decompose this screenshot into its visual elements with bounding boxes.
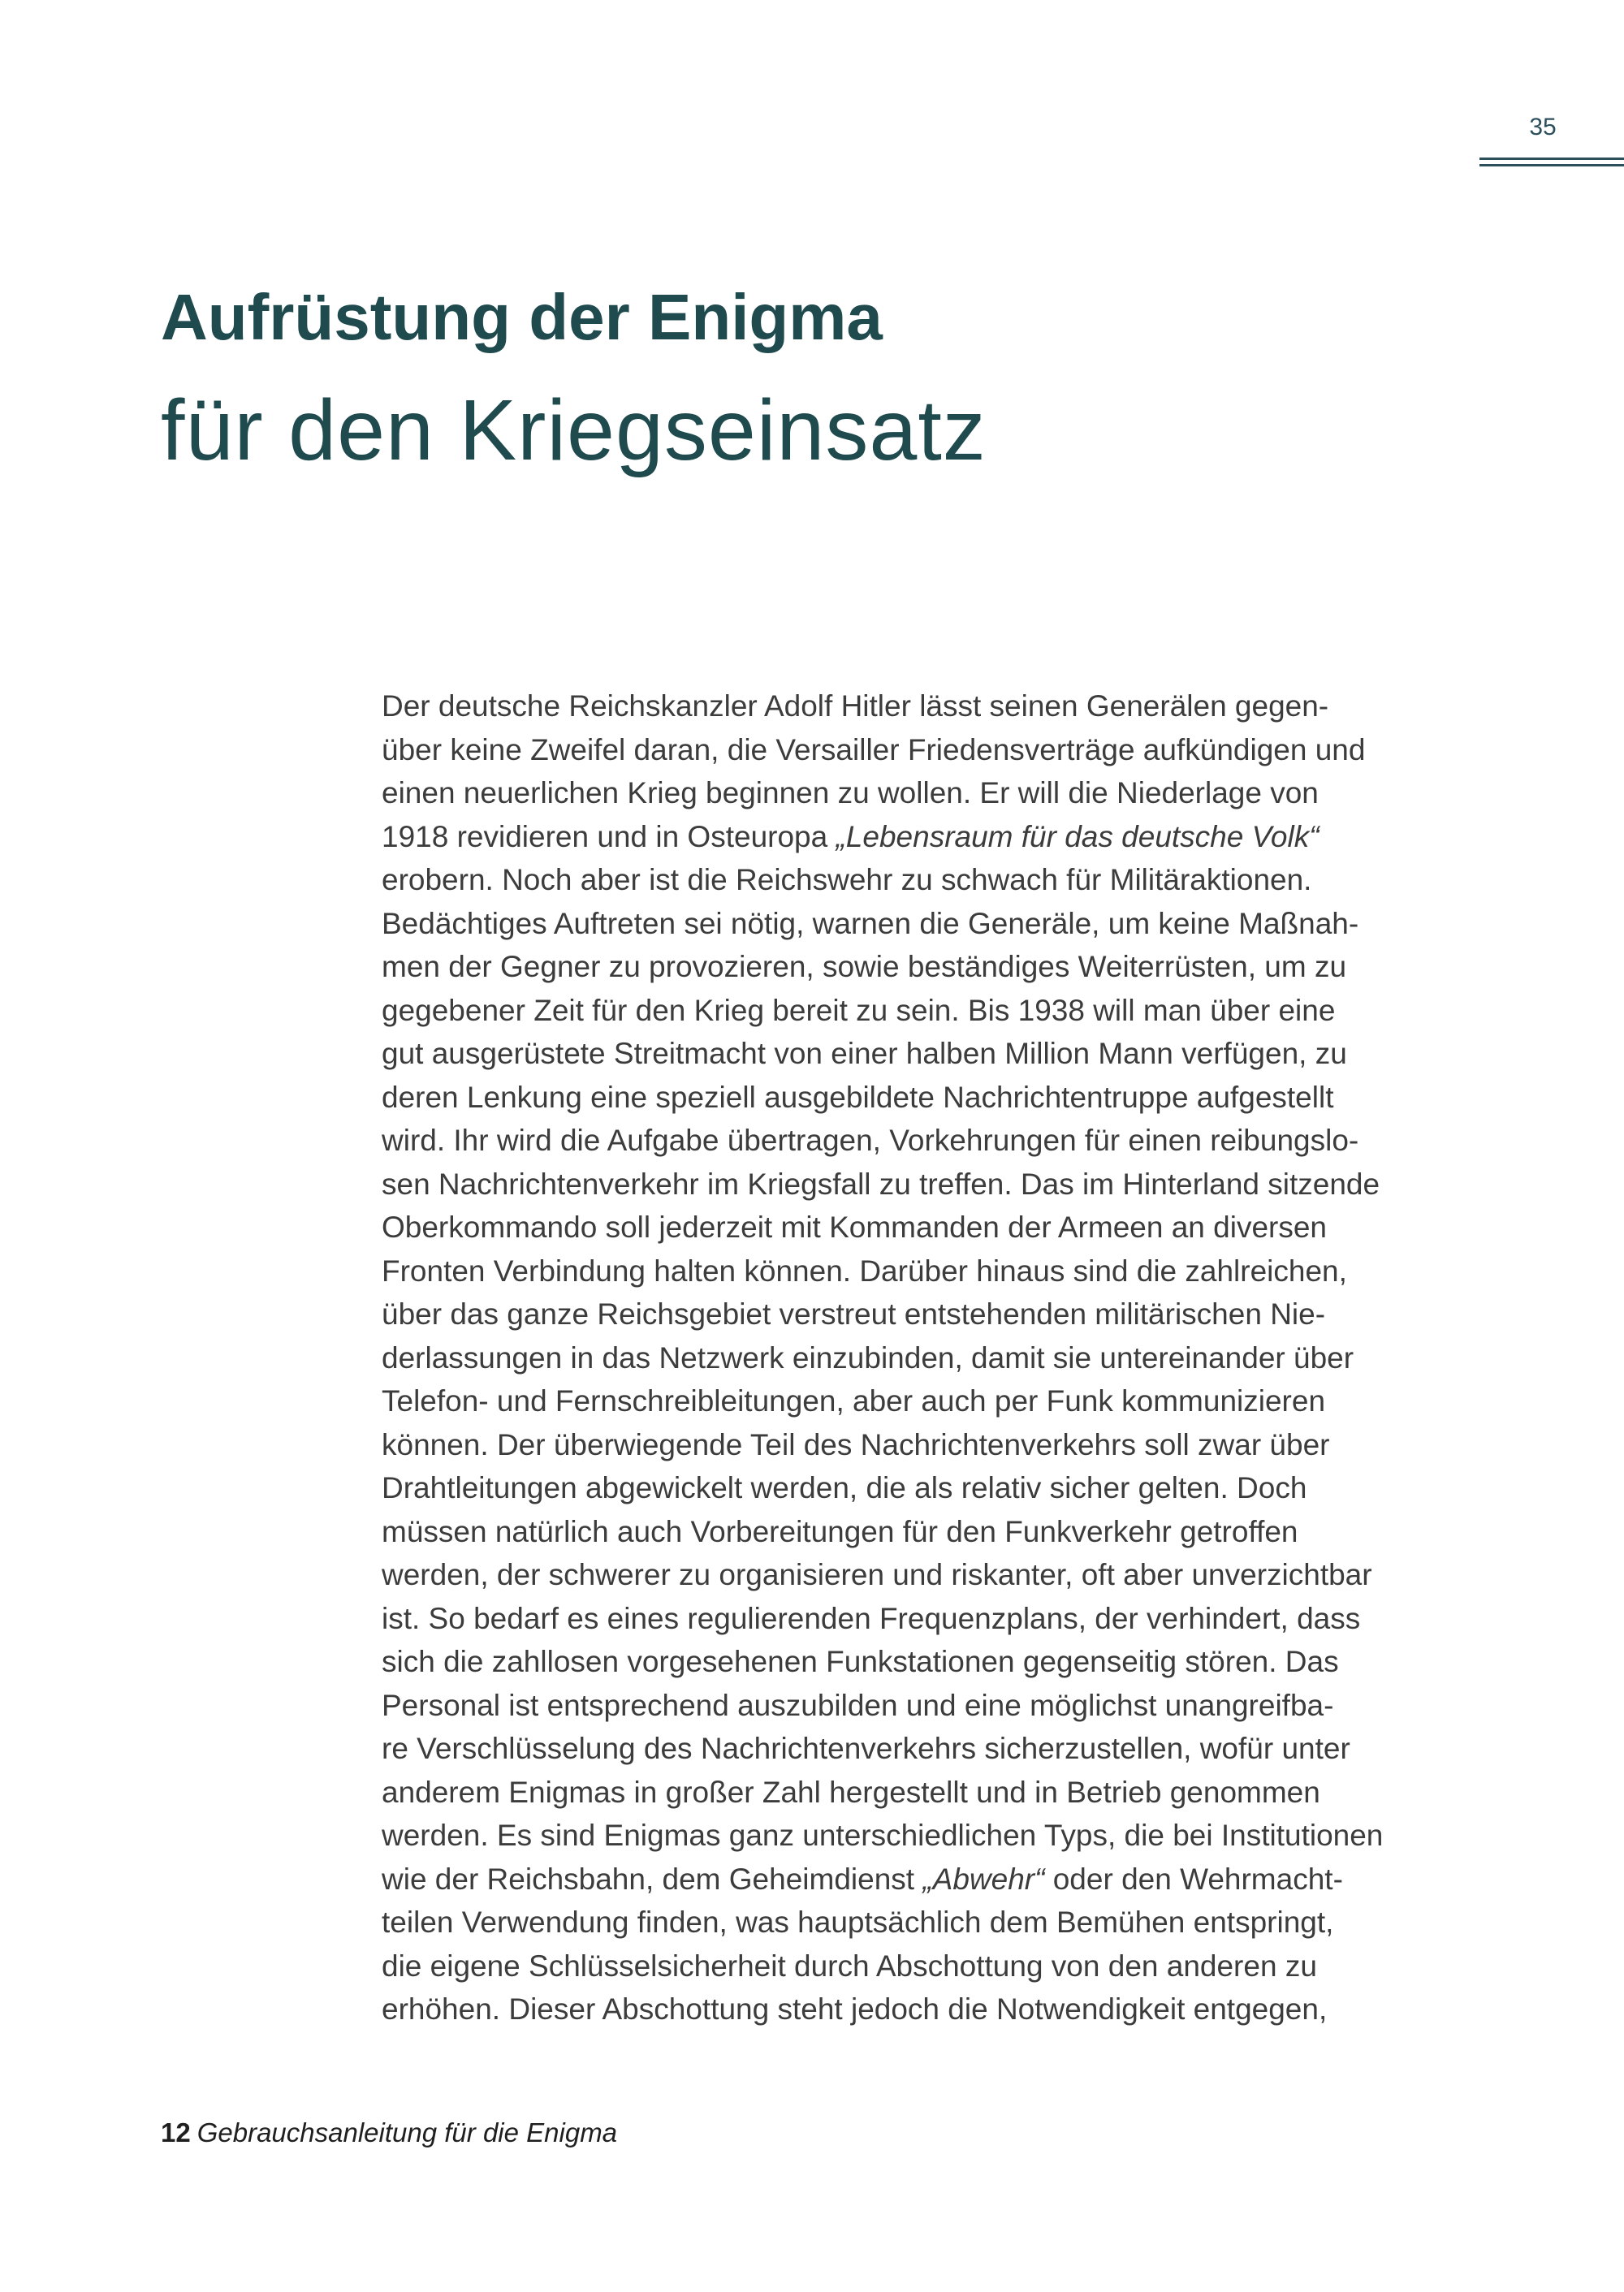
body-line (382, 1076, 1470, 1120)
body-line-text: wird. Ihr wird die Aufgabe übertragen, Vorkehrungen für einen reibungslo- (382, 1124, 1359, 1157)
body-line-text: müssen natürlich auch Vorbereitungen für den Funkverkehr getroffen (382, 1514, 1298, 1548)
body-line-text: gegebener Zeit für den Krieg bereit zu sein. Bis 1938 will man über eine (382, 993, 1336, 1027)
body-line (382, 1901, 1470, 1945)
body-line (382, 1597, 1470, 1641)
body-line-text: sich die zahllosen vorgesehenen Funkstationen gegenseitig stören. Das (382, 1645, 1339, 1678)
body-line (382, 1032, 1470, 1076)
page-number: 35 (1529, 114, 1557, 140)
body-line (382, 902, 1470, 946)
body-line (382, 1336, 1470, 1380)
body-line-text: re Verschlüsselung des Nachrichtenverkehrs sicherzustellen, wofür unter (382, 1732, 1350, 1765)
body-line-text: teilen Verwendung finden, was hauptsächlich dem Bemühen entspringt, (382, 1906, 1334, 1939)
body-line-emphasis: „Lebensraum für das deutsche Volk“ (836, 819, 1320, 853)
body-line (382, 1423, 1470, 1467)
body-line (382, 728, 1470, 772)
body-line-text: wie der Reichsbahn, dem Geheimdienst (382, 1862, 923, 1896)
chapter-title-bold: Aufrüstung der Enigma (161, 281, 883, 353)
body-line (382, 1684, 1470, 1728)
page-number-rule-top (1479, 158, 1624, 160)
body-text (382, 684, 1470, 2031)
body-line (382, 1293, 1470, 1336)
body-line (382, 1119, 1470, 1163)
body-line (382, 989, 1470, 1033)
body-line-text: ist. So bedarf es eines regulierenden Frequenzplans, der verhindert, dass (382, 1601, 1361, 1635)
body-line (382, 1814, 1470, 1858)
body-line (382, 771, 1470, 815)
body-line-text: deren Lenkung eine speziell ausgebildete Nachrichtentruppe aufgestellt (382, 1080, 1334, 1114)
footer-page-number: 12 (161, 2117, 191, 2147)
body-line-text: über keine Zweifel daran, die Versailler Friedensverträge aufkündigen und (382, 732, 1366, 766)
body-line (382, 815, 1470, 859)
body-line-text: sen Nachrichtenverkehr im Kriegsfall zu treffen. Das im Hinterland sitzende (382, 1167, 1380, 1201)
body-line (382, 1553, 1470, 1597)
body-line (382, 1466, 1470, 1510)
body-line-text: men der Gegner zu provozieren, sowie beständiges Weiterrüsten, um zu (382, 950, 1347, 983)
body-line (382, 1727, 1470, 1771)
body-line-text: erhöhen. Dieser Abschottung steht jedoch die Notwendigkeit entgegen, (382, 1992, 1328, 2026)
body-line-text: Oberkommando soll jederzeit mit Kommanden der Armeen an diversen (382, 1211, 1328, 1244)
body-line (382, 1771, 1470, 1815)
body-line-text: werden. Es sind Enigmas ganz unterschiedlichen Typs, die bei Institutionen (382, 1819, 1384, 1852)
page-number-rule-bottom (1479, 164, 1624, 166)
body-line-text: werden, der schwerer zu organisieren und riskanter, oft aber unverzichtbar (382, 1558, 1372, 1591)
body-line (382, 1206, 1470, 1250)
body-line-text: Bedächtiges Auftreten sei nötig, warnen die Generäle, um keine Maßnah- (382, 906, 1359, 940)
body-line-text-after: oder den Wehrmacht- (1044, 1862, 1343, 1896)
body-line-text: Drahtleitungen abgewickelt werden, die als relativ sicher gelten. Doch (382, 1471, 1307, 1504)
body-line (382, 1379, 1470, 1423)
body-line (382, 1510, 1470, 1554)
body-line-text: derlassungen in das Netzwerk einzubinden, damit sie untereinander über (382, 1340, 1354, 1375)
body-line-text: 1918 revidieren und in Osteuropa (382, 819, 836, 853)
body-line (382, 1640, 1470, 1684)
footer-book-title: Gebrauchsanleitung für die Enigma (197, 2117, 618, 2147)
body-line-text: können. Der überwiegende Teil des Nachrichtenverkehrs soll zwar über (382, 1427, 1330, 1461)
body-line-text: über das ganze Reichsgebiet verstreut entstehenden militärischen Nie- (382, 1297, 1326, 1331)
body-line-text: Fronten Verbindung halten können. Darüber hinaus sind die zahlreichen, (382, 1254, 1347, 1288)
body-line (382, 858, 1470, 902)
body-line (382, 1163, 1470, 1206)
body-line-text: einen neuerlichen Krieg beginnen zu wollen. Er will die Niederlage von (382, 776, 1319, 809)
body-line-text: Telefon- und Fernschreibleitungen, aber auch per Funk kommunizieren (382, 1384, 1326, 1418)
body-line-text: gut ausgerüstete Streitmacht von einer halben Million Mann verfügen, zu (382, 1037, 1347, 1070)
body-line (382, 945, 1470, 989)
body-line-text: anderem Enigmas in großer Zahl hergestellt und in Betrieb genommen (382, 1775, 1320, 1809)
body-line-emphasis: „Abwehr“ (922, 1862, 1045, 1896)
body-line-text: die eigene Schlüsselsicherheit durch Abschottung von den anderen zu (382, 1949, 1317, 1983)
body-line-text: Personal ist entsprechend auszubilden und eine möglichst unangreifba- (382, 1688, 1334, 1722)
body-line-text: erobern. Noch aber ist die Reichswehr zu schwach für Militäraktionen. (382, 863, 1312, 896)
body-line (382, 684, 1470, 728)
body-line-text: Der deutsche Reichskanzler Adolf Hitler lässt seinen Generälen gegen- (382, 689, 1329, 723)
body-line (382, 1250, 1470, 1293)
body-line (382, 1945, 1470, 1988)
footer (161, 2117, 617, 2148)
body-line (382, 1858, 1470, 1901)
body-line (382, 1988, 1470, 2031)
chapter-title-light: für den Kriegseinsatz (161, 382, 987, 478)
